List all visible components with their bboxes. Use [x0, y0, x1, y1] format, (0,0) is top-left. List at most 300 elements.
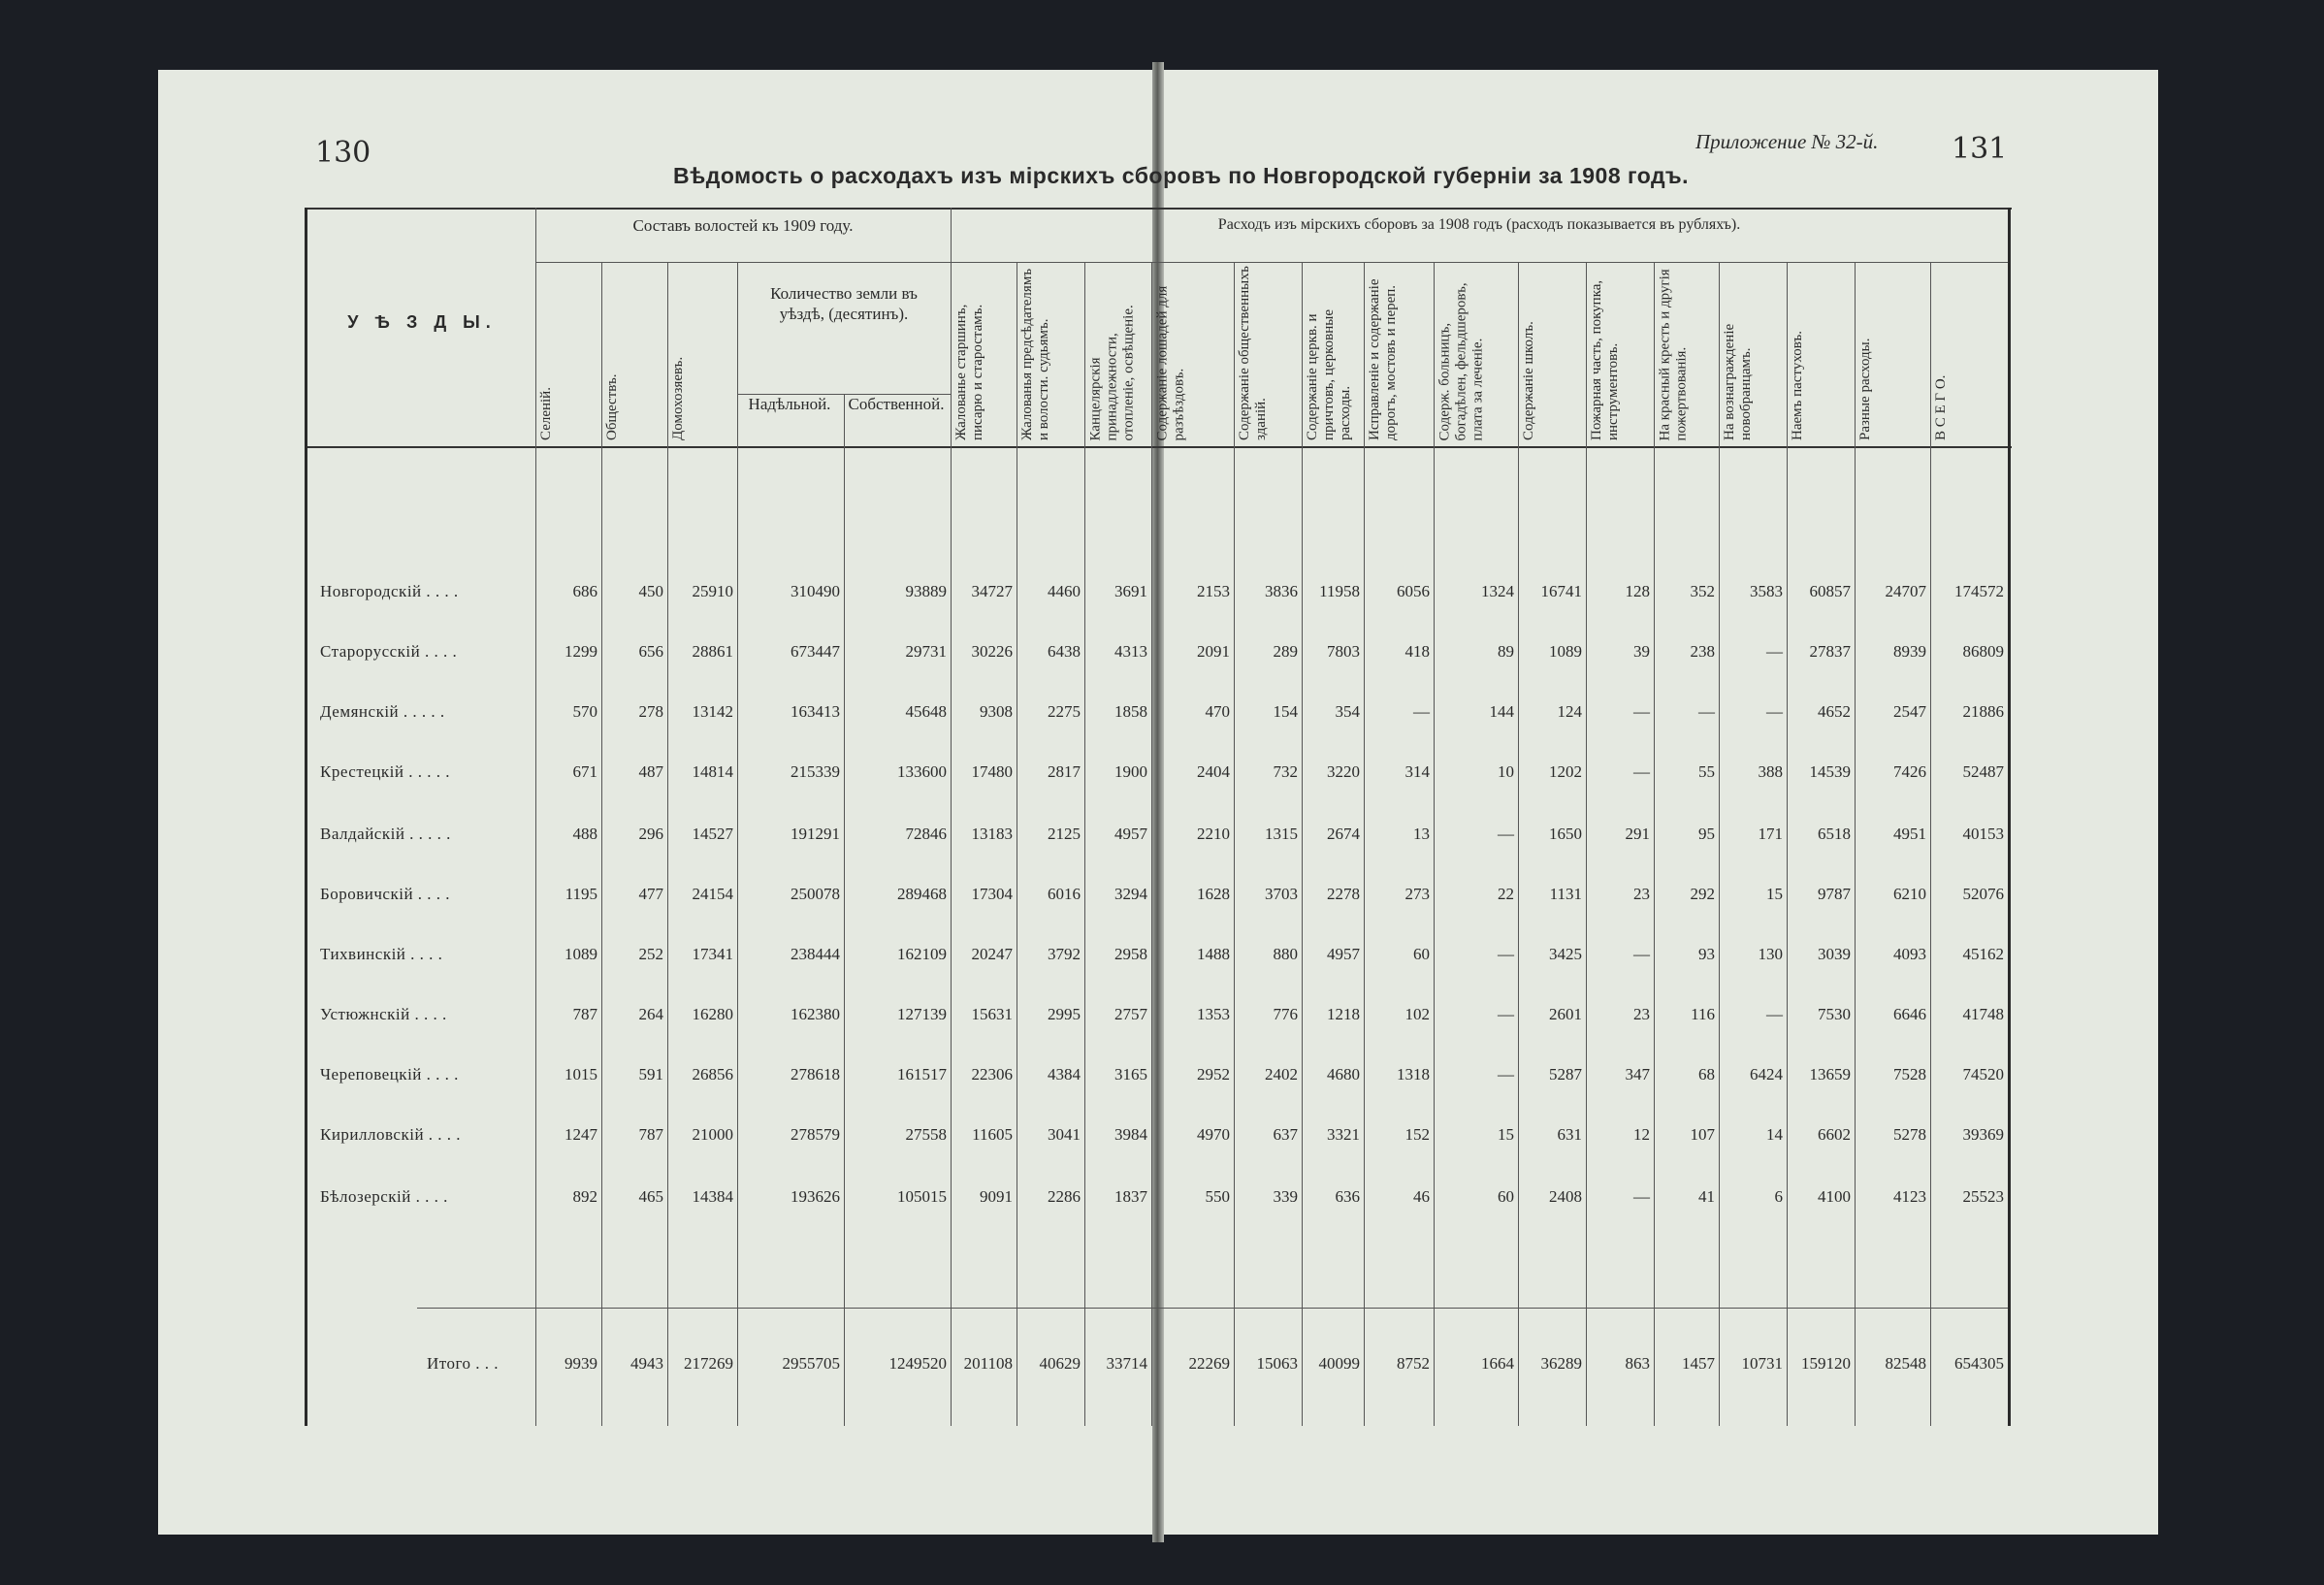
table-cell: 2210: [1197, 825, 1230, 843]
table-cell: 95: [1698, 825, 1715, 843]
total-cell: 8752: [1397, 1354, 1430, 1373]
table-cell: 1353: [1197, 1005, 1230, 1023]
column-divider: [1930, 262, 1931, 1426]
column-divider: [1364, 262, 1365, 1426]
total-cell: 82548: [1885, 1354, 1926, 1373]
table-cell: 13183: [971, 825, 1013, 843]
table-cell: 880: [1273, 945, 1298, 963]
table-cell: 105015: [897, 1187, 947, 1206]
table-cell: 127139: [897, 1005, 947, 1023]
table-cell: 130: [1758, 945, 1783, 963]
table-cell: 5278: [1893, 1125, 1926, 1144]
table-cell: 2278: [1327, 885, 1360, 903]
column-header: Канцелярскія принадлежности, отопленіе, освѣщеніе.: [1087, 304, 1136, 440]
total-cell: 36289: [1540, 1354, 1582, 1373]
table-cell: 116: [1691, 1005, 1715, 1023]
table-cell: 6602: [1818, 1125, 1851, 1144]
table-cell: 238: [1690, 642, 1715, 661]
table-cell: 310490: [791, 582, 840, 600]
table-cell: 347: [1625, 1065, 1650, 1084]
page-number-right: 131: [1952, 132, 2008, 166]
table-cell: 2125: [1048, 825, 1081, 843]
table-cell: 1650: [1549, 825, 1582, 843]
header-sobstv: Собственной.: [848, 395, 945, 413]
table-cell: 7528: [1893, 1065, 1926, 1084]
table-cell: 278579: [791, 1125, 840, 1144]
table-cell: 2408: [1549, 1187, 1582, 1206]
column-divider: [667, 262, 668, 1426]
table-cell: 637: [1273, 1125, 1298, 1144]
column-divider: [1151, 262, 1152, 1426]
column-header: В С Е Г О.: [1933, 374, 1949, 440]
table-cell: 3294: [1114, 885, 1147, 903]
table-cell: 450: [638, 582, 663, 600]
column-divider: [1719, 262, 1720, 1426]
column-header: Исправленіе и содержаніе дорогъ, мостовъ и переп.: [1367, 278, 1399, 440]
table-cell: 171: [1758, 825, 1783, 843]
table-cell: 1218: [1327, 1005, 1360, 1023]
table-cell: 23: [1633, 1005, 1650, 1023]
header-rashod: Расходъ изъ мірскихъ сборовъ за 1908 годъ (расходъ показывается въ рубляхъ).: [1217, 216, 1741, 233]
column-divider: [1234, 262, 1235, 1426]
table-right-border: [2008, 208, 2011, 1426]
table-cell: 3703: [1265, 885, 1298, 903]
table-cell: 6016: [1048, 885, 1081, 903]
table-cell: 21000: [692, 1125, 733, 1144]
table-cell: 26856: [692, 1065, 733, 1084]
table-cell: 2153: [1197, 582, 1230, 600]
table-cell: 292: [1690, 885, 1715, 903]
table-cell: —: [1413, 702, 1430, 721]
table-cell: 17304: [971, 885, 1013, 903]
table-cell: 314: [1404, 762, 1430, 781]
table-cell: 40153: [1962, 825, 2004, 843]
row-uezd-name: Череповецкій . . . .: [320, 1065, 459, 1084]
row-uezd-name: Бѣлозерскій . . . .: [320, 1187, 448, 1206]
table-cell: 72846: [905, 825, 947, 843]
row-uezd-name: Тихвинскій . . . .: [320, 945, 443, 963]
table-cell: 296: [638, 825, 663, 843]
total-cell: 1249520: [888, 1354, 947, 1373]
table-cell: 686: [572, 582, 597, 600]
table-cell: 14: [1766, 1125, 1783, 1144]
table-cell: 46: [1413, 1187, 1430, 1206]
total-cell: 9939: [565, 1354, 597, 1373]
table-cell: 1837: [1114, 1187, 1147, 1206]
table-cell: 15631: [971, 1005, 1013, 1023]
table-cell: —: [1766, 702, 1783, 721]
table-cell: 24154: [692, 885, 733, 903]
column-divider: [1654, 262, 1655, 1426]
appendix-label: Приложение № 32-й.: [1695, 130, 1879, 153]
table-cell: 11605: [972, 1125, 1013, 1144]
table-cell: 252: [638, 945, 663, 963]
table-cell: 2674: [1327, 825, 1360, 843]
total-cell: 40629: [1039, 1354, 1081, 1373]
header-bottom-rule: [305, 446, 2012, 448]
table-cell: 3041: [1048, 1125, 1081, 1144]
table-cell: 60: [1413, 945, 1430, 963]
table-cell: 52487: [1962, 762, 2004, 781]
row-uezd-name: Устюжнскій . . . .: [320, 1005, 447, 1023]
column-divider: [1586, 262, 1587, 1426]
header-uezdy: У Ѣ З Д Ы.: [347, 312, 497, 332]
table-cell: 86809: [1962, 642, 2004, 661]
table-cell: 27837: [1809, 642, 1851, 661]
column-header: Содерж. больницъ, богадѣлен, фельдшеровъ, плата за леченіе.: [1436, 281, 1485, 440]
table-cell: 470: [1205, 702, 1230, 721]
table-cell: 2402: [1265, 1065, 1298, 1084]
column-header: Наемъ пастуховъ.: [1790, 331, 1805, 440]
table-cell: 892: [572, 1187, 597, 1206]
table-cell: 14539: [1809, 762, 1851, 781]
table-cell: 1318: [1397, 1065, 1430, 1084]
table-cell: 23: [1633, 885, 1650, 903]
table-cell: 7803: [1327, 642, 1360, 661]
table-cell: 1628: [1197, 885, 1230, 903]
table-cell: 4384: [1048, 1065, 1081, 1084]
table-cell: 12: [1633, 1125, 1650, 1144]
total-cell: 4943: [630, 1354, 663, 1373]
table-cell: —: [1698, 702, 1715, 721]
column-header: Жалованье старшинъ, писарю и старостамъ.: [953, 304, 985, 440]
table-cell: 4100: [1818, 1187, 1851, 1206]
table-cell: 1131: [1549, 885, 1582, 903]
total-cell: 863: [1625, 1354, 1650, 1373]
table-cell: 631: [1557, 1125, 1582, 1144]
table-cell: 174572: [1954, 582, 2004, 600]
table-cell: 11958: [1319, 582, 1360, 600]
row-uezd-name: Крестецкій . . . . .: [320, 762, 451, 781]
header-sostav: Составъ волостей къ 1909 году.: [632, 216, 854, 235]
table-cell: 3039: [1818, 945, 1851, 963]
table-cell: 9308: [980, 702, 1013, 721]
row-uezd-name: Демянскій . . . . .: [320, 702, 445, 721]
table-cell: 162109: [897, 945, 947, 963]
column-divider: [1855, 262, 1856, 1426]
total-cell: 201108: [963, 1354, 1013, 1373]
table-cell: 2601: [1549, 1005, 1582, 1023]
column-header: Содержаніе церкв. и причтовъ, церковные расходы.: [1305, 309, 1353, 440]
table-cell: 291: [1625, 825, 1650, 843]
total-cell: 22269: [1188, 1354, 1230, 1373]
table-cell: 13142: [692, 702, 733, 721]
table-cell: 250078: [791, 885, 840, 903]
table-cell: 550: [1205, 1187, 1230, 1206]
table-cell: 264: [638, 1005, 663, 1023]
table-cell: 154: [1273, 702, 1298, 721]
table-cell: 41748: [1962, 1005, 2004, 1023]
table-cell: 2995: [1048, 1005, 1081, 1023]
table-cell: 8939: [1893, 642, 1926, 661]
table-cell: 6424: [1750, 1065, 1783, 1084]
table-cell: 6056: [1397, 582, 1430, 600]
table-cell: 68: [1698, 1065, 1715, 1084]
column-divider: [1518, 262, 1519, 1426]
table-cell: 671: [572, 762, 597, 781]
table-cell: 34727: [971, 582, 1013, 600]
table-cell: 22306: [971, 1065, 1013, 1084]
table-cell: 215339: [791, 762, 840, 781]
table-cell: 3425: [1549, 945, 1582, 963]
document-title: Вѣдомость о расходахъ изъ мірскихъ сборовъ по Новгородской губерніи за 1908 годъ.: [673, 163, 1689, 188]
table-cell: 1089: [565, 945, 597, 963]
column-header: Содержаніе лошадей для разъѣздовъ.: [1154, 285, 1186, 440]
column-divider: [601, 262, 602, 1426]
table-cell: 3984: [1114, 1125, 1147, 1144]
table-cell: 477: [638, 885, 663, 903]
table-cell: 4313: [1114, 642, 1147, 661]
table-cell: 289: [1273, 642, 1298, 661]
table-cell: 776: [1273, 1005, 1298, 1023]
table-cell: 89: [1498, 642, 1514, 661]
table-cell: 3691: [1114, 582, 1147, 600]
table-cell: 656: [638, 642, 663, 661]
table-cell: 2275: [1048, 702, 1081, 721]
column-header: Жалованья предсѣдателямъ и волости. судьямъ.: [1019, 268, 1051, 440]
table-cell: 15: [1498, 1125, 1514, 1144]
table-cell: 278618: [791, 1065, 840, 1084]
column-header: На вознагражденіе новобранцамъ.: [1722, 323, 1754, 440]
table-cell: 2547: [1893, 702, 1926, 721]
table-cell: 74520: [1962, 1065, 2004, 1084]
table-cell: 6518: [1818, 825, 1851, 843]
table-cell: 161517: [897, 1065, 947, 1084]
table-cell: 1900: [1114, 762, 1147, 781]
table-cell: 17341: [692, 945, 733, 963]
table-cell: —: [1498, 825, 1514, 843]
table-cell: 4093: [1893, 945, 1926, 963]
table-cell: 102: [1404, 1005, 1430, 1023]
table-cell: 388: [1758, 762, 1783, 781]
table-cell: 163413: [791, 702, 840, 721]
table-cell: 28861: [692, 642, 733, 661]
table-cell: 3220: [1327, 762, 1360, 781]
table-cell: —: [1498, 1065, 1514, 1084]
table-cell: 13: [1413, 825, 1430, 843]
table-cell: —: [1633, 702, 1650, 721]
column-divider: [844, 394, 845, 1426]
table-cell: 128: [1625, 582, 1650, 600]
table-cell: 60857: [1809, 582, 1851, 600]
total-cell: 1457: [1682, 1354, 1715, 1373]
column-divider: [951, 208, 952, 1426]
column-header: Содержаніе общественныхъ зданій.: [1237, 266, 1269, 440]
table-cell: 6646: [1893, 1005, 1926, 1023]
table-cell: 1202: [1549, 762, 1582, 781]
total-cell: 10731: [1741, 1354, 1783, 1373]
table-cell: 39: [1633, 642, 1650, 661]
table-cell: 45648: [905, 702, 947, 721]
total-cell: 40099: [1318, 1354, 1360, 1373]
table-cell: 4123: [1893, 1187, 1926, 1206]
table-cell: 418: [1404, 642, 1430, 661]
name-column-divider: [535, 208, 536, 1426]
table-cell: 5287: [1549, 1065, 1582, 1084]
table-cell: 4951: [1893, 825, 1926, 843]
row-uezd-name: Кирилловскій . . . .: [320, 1125, 462, 1144]
table-cell: 570: [572, 702, 597, 721]
table-cell: 93889: [905, 582, 947, 600]
header-zemlya: Количество земли въ уѣздѣ, (десятинъ).: [770, 284, 918, 324]
table-cell: 487: [638, 762, 663, 781]
table-cell: 14814: [692, 762, 733, 781]
table-cell: 24707: [1885, 582, 1926, 600]
table-cell: 591: [638, 1065, 663, 1084]
table-cell: 21886: [1962, 702, 2004, 721]
table-cell: 9091: [980, 1187, 1013, 1206]
table-cell: —: [1498, 1005, 1514, 1023]
total-cell: 1664: [1481, 1354, 1514, 1373]
table-cell: 3836: [1265, 582, 1298, 600]
table-cell: 6210: [1893, 885, 1926, 903]
table-cell: 1195: [565, 885, 597, 903]
table-cell: 41: [1698, 1187, 1715, 1206]
table-cell: 465: [638, 1187, 663, 1206]
table-cell: 7530: [1818, 1005, 1851, 1023]
row-uezd-name: Боровичскій . . . .: [320, 885, 451, 903]
table-cell: 152: [1404, 1125, 1430, 1144]
total-cell: 159120: [1801, 1354, 1851, 1373]
total-cell: 654305: [1954, 1354, 2004, 1373]
table-cell: 55: [1698, 762, 1715, 781]
table-cell: 14384: [692, 1187, 733, 1206]
table-cell: —: [1633, 945, 1650, 963]
table-cell: 1015: [565, 1065, 597, 1084]
table-cell: 354: [1335, 702, 1360, 721]
table-cell: —: [1766, 1005, 1783, 1023]
table-cell: 10: [1498, 762, 1514, 781]
table-cell: 787: [572, 1005, 597, 1023]
column-header: Содержаніе школъ.: [1521, 321, 1536, 440]
table-cell: 1089: [1549, 642, 1582, 661]
header-nadel: Надѣльной.: [748, 395, 831, 413]
table-cell: —: [1633, 1187, 1650, 1206]
table-cell: 4460: [1048, 582, 1081, 600]
table-cell: 1488: [1197, 945, 1230, 963]
table-cell: 52076: [1962, 885, 2004, 903]
table-cell: 39369: [1962, 1125, 2004, 1144]
table-cell: 25523: [1962, 1187, 2004, 1206]
total-cell: 217269: [684, 1354, 733, 1373]
column-divider: [1787, 262, 1788, 1426]
column-divider: [1084, 262, 1085, 1426]
table-cell: 3165: [1114, 1065, 1147, 1084]
column-divider: [1434, 262, 1435, 1426]
table-cell: 30226: [971, 642, 1013, 661]
table-cell: 107: [1690, 1125, 1715, 1144]
table-cell: 2757: [1114, 1005, 1147, 1023]
table-cell: 45162: [1962, 945, 2004, 963]
table-cell: 191291: [791, 825, 840, 843]
table-cell: 4680: [1327, 1065, 1360, 1084]
header-sub-rule: [535, 262, 2010, 263]
table-cell: 13659: [1809, 1065, 1851, 1084]
table-cell: 238444: [791, 945, 840, 963]
column-divider: [1302, 262, 1303, 1426]
column-header: На красный крестъ и другія пожертвованія.: [1657, 268, 1689, 440]
table-cell: 339: [1273, 1187, 1298, 1206]
table-cell: 133600: [897, 762, 947, 781]
column-header: Пожарная часть, покупка, инструментовъ.: [1589, 279, 1621, 440]
total-row-label: Итого . . .: [427, 1354, 500, 1373]
table-cell: 29731: [905, 642, 947, 661]
table-cell: 1858: [1114, 702, 1147, 721]
table-cell: 193626: [791, 1187, 840, 1206]
column-header: Селеній.: [538, 387, 554, 440]
table-cell: 289468: [897, 885, 947, 903]
row-uezd-name: Новгородскій . . . .: [320, 582, 459, 600]
table-cell: 673447: [791, 642, 840, 661]
table-cell: 1299: [565, 642, 597, 661]
table-cell: 25910: [692, 582, 733, 600]
table-cell: 488: [572, 825, 597, 843]
table-cell: 93: [1698, 945, 1715, 963]
table-cell: 1324: [1481, 582, 1514, 600]
table-cell: 14527: [692, 825, 733, 843]
row-uezd-name: Валдайскій . . . . .: [320, 825, 451, 843]
table-left-border: [305, 208, 307, 1426]
table-cell: 2817: [1048, 762, 1081, 781]
table-cell: 1315: [1265, 825, 1298, 843]
table-cell: 4957: [1327, 945, 1360, 963]
row-uezd-name: Старорусскій . . . .: [320, 642, 458, 661]
table-cell: 4957: [1114, 825, 1147, 843]
table-top-rule: [305, 208, 2012, 210]
table-cell: 278: [638, 702, 663, 721]
table-cell: 2404: [1197, 762, 1230, 781]
table-cell: 2952: [1197, 1065, 1230, 1084]
table-cell: 4652: [1818, 702, 1851, 721]
total-rule: [417, 1308, 2008, 1309]
column-divider: [737, 262, 738, 1426]
table-cell: 2091: [1197, 642, 1230, 661]
table-cell: 273: [1404, 885, 1430, 903]
table-cell: 16741: [1540, 582, 1582, 600]
table-cell: 732: [1273, 762, 1298, 781]
table-cell: 3321: [1327, 1125, 1360, 1144]
table-cell: 6: [1774, 1187, 1783, 1206]
table-cell: 124: [1557, 702, 1582, 721]
table-cell: 352: [1690, 582, 1715, 600]
column-header: Разные расходы.: [1857, 338, 1873, 440]
table-cell: 7426: [1893, 762, 1926, 781]
table-cell: —: [1633, 762, 1650, 781]
total-cell: 15063: [1256, 1354, 1298, 1373]
table-cell: —: [1498, 945, 1514, 963]
table-cell: 9787: [1818, 885, 1851, 903]
table-cell: 2958: [1114, 945, 1147, 963]
table-cell: 15: [1766, 885, 1783, 903]
total-cell: 2955705: [782, 1354, 840, 1373]
table-cell: 1247: [565, 1125, 597, 1144]
table-cell: 3583: [1750, 582, 1783, 600]
table-cell: 20247: [971, 945, 1013, 963]
table-cell: 2286: [1048, 1187, 1081, 1206]
table-cell: 144: [1489, 702, 1514, 721]
column-header: Обществъ.: [604, 373, 620, 440]
column-header: Домохозяевъ.: [670, 356, 686, 440]
table-cell: 3792: [1048, 945, 1081, 963]
table-cell: 787: [638, 1125, 663, 1144]
table-cell: 162380: [791, 1005, 840, 1023]
table-cell: 4970: [1197, 1125, 1230, 1144]
table-cell: 22: [1498, 885, 1514, 903]
page-number-left: 130: [315, 136, 371, 170]
table-cell: 16280: [692, 1005, 733, 1023]
table-cell: 636: [1335, 1187, 1360, 1206]
table-cell: 17480: [971, 762, 1013, 781]
